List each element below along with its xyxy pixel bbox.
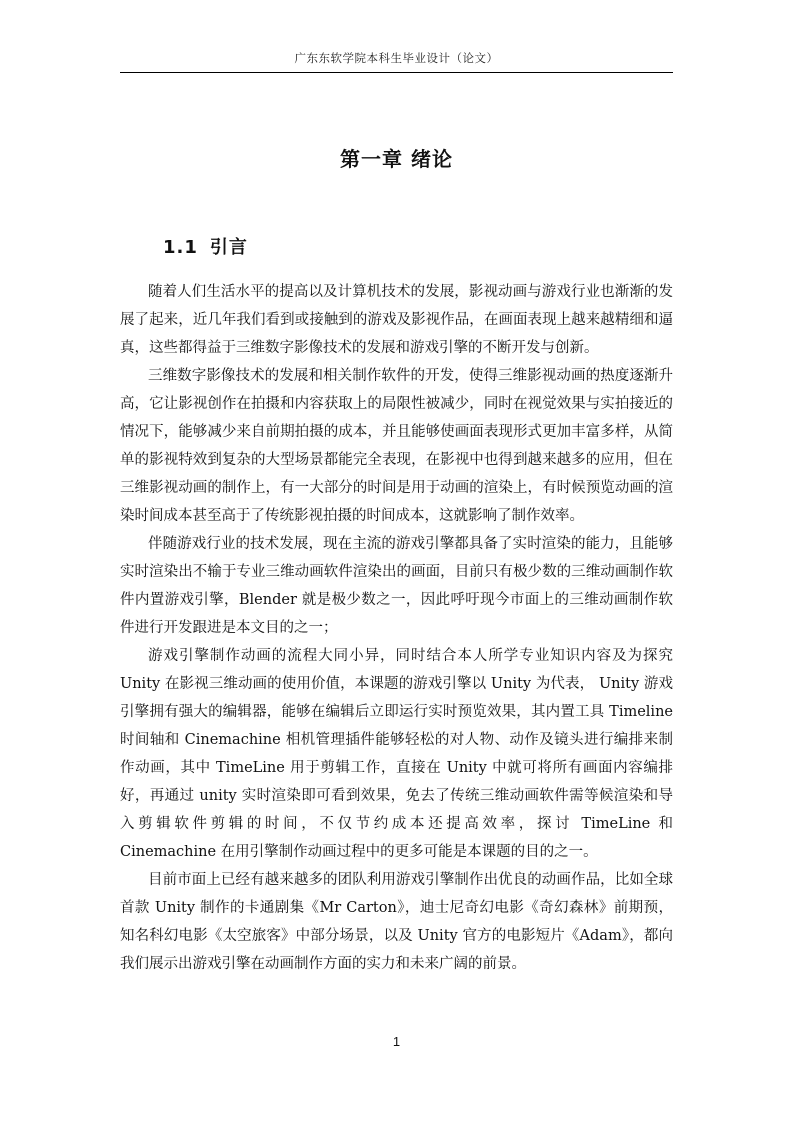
body-text [120,278,673,978]
paragraph: 目前市面上已经有越来越多的团队利用游戏引擎制作出优良的动画作品，比如全球首款 Unity 制作的卡通剧集《Mr Carton》，迪士尼奇幻电影《奇幻森林》前期预，知名科幻电影《太空旅客》中部分场景，以及 Unity 官方的电影短片《Adam》，都向我们展示出游戏引擎在动画制作方面的实力和未来广阔的前景。 [120,872,673,972]
chapter-title: 第一章 绪论 [340,147,453,171]
section-heading [163,233,248,259]
page-number: 1 [392,1034,401,1049]
section-title: 引言 [209,237,248,258]
paragraph: 伴随游戏行业的技术发展，现在主流的游戏引擎都具备了实时渲染的能力，且能够实时渲染出不输于专业三维动画软件渲染出的画面，目前只有极少数的三维动画制作软件内置游戏引擎，Blender 就是极少数之一，因此呼吁现今市面上的三维动画制作软件进行开发跟进是本文目的之一； [120,536,673,636]
paragraph: 游戏引擎制作动画的流程大同小异，同时结合本人所学专业知识内容及为探究 Unity 在影视三维动画的使用价值，本课题的游戏引擎以 Unity 为代表， Unity 游戏引擎拥有强大的编辑器，能够在编辑后立即运行实时预览效果，其内置工具 Timeline 时间轴和 Cinemachine 相机管理插件能够轻松的对人物、动作及镜头进行编排来制作动画，其中 TimeLine 用于剪辑工作，直接在 Unity 中就可将所有画面内容编排好，再通过 unity 实时渲染即可看到效果，免去了传统三维动画软件需等候渲染和导入剪辑软件剪辑的时间，不仅节约成本还提高效率，探讨 TimeLine 和 Cinemachine 在用引擎制作动画过程中的更多可能是本课题的目的之一。 [120,648,673,860]
paragraph: 随着人们生活水平的提高以及计算机技术的发展，影视动画与游戏行业也渐渐的发展了起来，近几年我们看到或接触到的游戏及影视作品，在画面表现上越来越精细和逼真，这些都得益于三维数字影像技术的发展和游戏引擎的不断开发与创新。 [120,284,673,356]
running-header: 广东东软学院本科生毕业设计（论文） [294,51,499,65]
section-number: 1.1 [163,237,198,258]
header-rule [120,72,673,73]
paragraph: 三维数字影像技术的发展和相关制作软件的开发，使得三维影视动画的热度逐渐升高，它让影视创作在拍摄和内容获取上的局限性被减少，同时在视觉效果与实拍接近的情况下，能够减少来自前期拍摄的成本，并且能够使画面表现形式更加丰富多样，从简单的影视特效到复杂的大型场景都能完全表现，在影视中也得到越来越多的应用，但在三维影视动画的制作上，有一大部分的时间是用于动画的渲染上，有时候预览动画的渲染时间成本甚至高于了传统影视拍摄的时间成本，这就影响了制作效率。 [120,368,673,524]
